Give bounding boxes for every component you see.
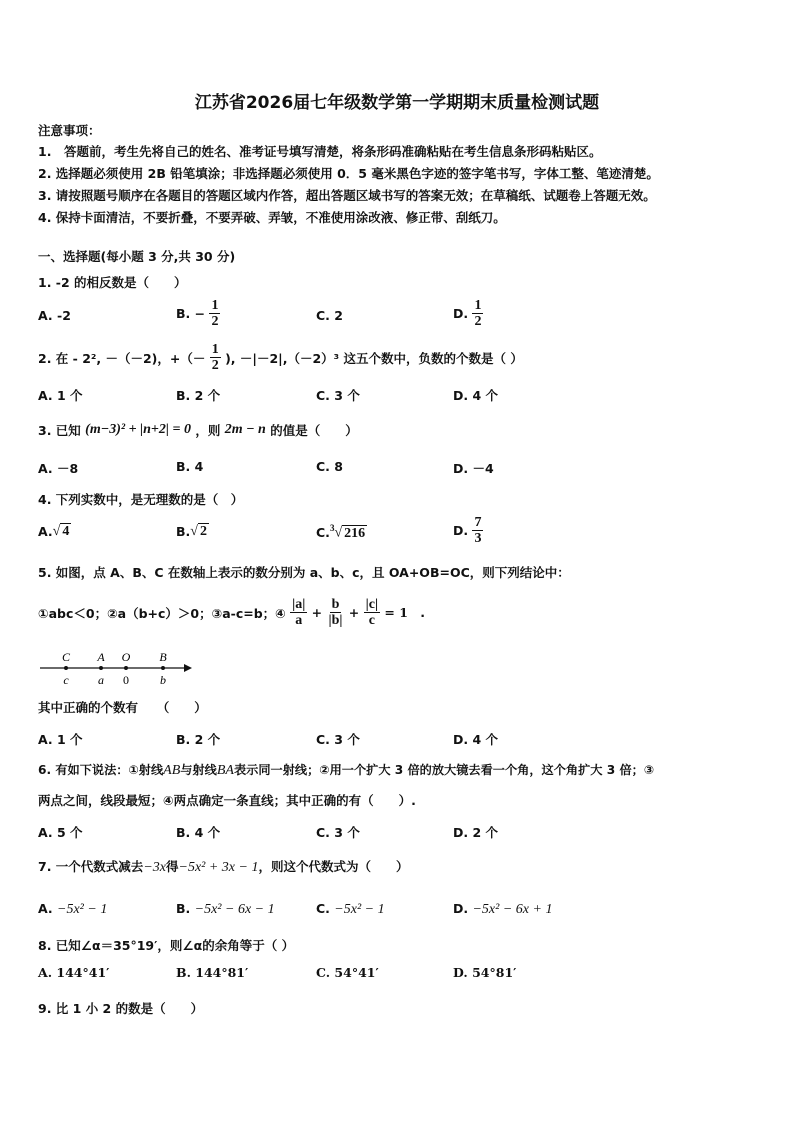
question-7-stem	[38, 857, 408, 876]
q5-fraction-1-denominator: a	[295, 613, 303, 628]
q7-option-b	[176, 901, 275, 918]
q2-stem-part-b: ), －|－2|,（－2）³ 这五个数中，负数的个数是（ ）	[225, 350, 523, 366]
q6-line-1-part-b: 与射线	[180, 763, 217, 777]
q5-option-c: C. 3 个	[316, 732, 360, 747]
point-o-dot	[124, 666, 128, 670]
q5-period: .	[420, 605, 426, 620]
question-5-stem: 5. 如图，点 A、B、C 在数轴上表示的数分别为 a、b、c，且 OA+OB=OC，则下列结论中：	[38, 565, 570, 580]
q4-option-c-label: C.	[316, 524, 330, 540]
notice-item-2: 2. 选择题必须使用 2B 铅笔填涂；非选择题必须使用 0．5 毫米黑色字迹的签字笔书写，字体工整、笔迹清楚。	[38, 166, 659, 181]
q5-fraction-2-numerator: b	[331, 597, 340, 612]
label-a-upper: A	[97, 650, 105, 664]
q4-a-radicand: 4	[62, 523, 70, 539]
q4-d-denominator: 3	[474, 531, 482, 546]
q4-d-numerator: 7	[474, 515, 482, 530]
q1-option-b	[176, 298, 220, 329]
q6-option-c: C. 3 个	[316, 825, 360, 840]
q7-stem-part-c: ，则这个代数式为（ ）	[258, 859, 409, 874]
q7-option-c-label: C.	[316, 901, 335, 916]
q5-fraction-1-numerator: |a|	[292, 597, 306, 612]
q5-conclusions	[38, 597, 425, 628]
q4-b-radicand: 2	[199, 523, 207, 539]
q7-option-b-label: B.	[176, 901, 195, 916]
q7-option-a	[38, 901, 107, 918]
q7-option-c-expression: −5x² − 1	[334, 902, 385, 917]
q7-option-a-expression: −5x² − 1	[57, 902, 108, 917]
q5-fraction-3-numerator: |c|	[365, 597, 379, 612]
q7-option-a-label: A.	[38, 901, 58, 916]
q1-b-numerator: 1	[211, 298, 219, 313]
q4-option-b: B.√ 2	[176, 523, 207, 539]
q2-numerator: 1	[211, 342, 219, 357]
point-c-dot	[64, 666, 68, 670]
q5-option-b: B. 2 个	[176, 732, 221, 747]
q2-option-b: B. 2 个	[176, 388, 221, 403]
q3-option-c: C. 8	[316, 459, 343, 474]
q5-conclusions-text: ①abc＜0；②a（b+c）＞0；③a-c=b；④	[38, 605, 286, 621]
q4-option-d	[453, 515, 483, 546]
q6-line-1-part-c: 表示同一射线；②用一个扩大 3 倍的放大镜去看一个角，这个角扩大 3 倍；③	[233, 763, 655, 777]
notice-item-3: 3. 请按照题号顺序在各题目的答题区域内作答，超出答题区域书写的答案无效；在草稿纸、试题卷上答题无效。	[38, 188, 656, 203]
q5-equals-one: = 1	[384, 605, 408, 620]
q7-option-c	[316, 901, 385, 918]
q7-subtracted-term: −3x	[143, 860, 166, 875]
q6-ray-ab: AB	[163, 763, 181, 778]
q1-d-numerator: 1	[474, 298, 482, 313]
question-4-stem: 4. 下列实数中，是无理数的是（ ）	[38, 492, 244, 507]
q4-c-radicand: 216	[344, 525, 366, 541]
label-b-upper: B	[159, 650, 167, 664]
label-o-upper: O	[121, 650, 131, 664]
section-heading: 一、选择题(每小题 3 分,共 30 分)	[38, 249, 236, 264]
q5-option-a: A. 1 个	[38, 732, 83, 747]
notice-item-4: 4. 保持卡面清洁，不要折叠，不要弄破、弄皱，不准使用涂改液、修正带、刮纸刀。	[38, 210, 506, 225]
q8-stem-part-b: 的余角等于（ ）	[202, 938, 295, 953]
q3-expression: 2m − n	[224, 422, 266, 437]
point-b-dot	[161, 666, 165, 670]
question-2-stem	[38, 342, 523, 373]
q7-option-d-label: D.	[453, 901, 473, 916]
q5-plus-1: +	[311, 605, 323, 620]
q8-option-a: A. 144°41′	[38, 965, 110, 980]
q3-stem-part-a: 3. 已知	[38, 423, 81, 438]
q5-fraction-2-denominator: |b|	[328, 613, 343, 628]
q3-option-a: A. －8	[38, 461, 79, 476]
q2-stem-part-a: 2. 在 - 2², －（－2)，+（－	[38, 350, 206, 366]
notice-item-1: 1. 答题前，考生先将自己的姓名、准考证号填写清楚，将条形码准确粘贴在考生信息条形码粘贴区。	[38, 144, 602, 159]
q5-plus-2: +	[348, 605, 360, 620]
q5-followup: 其中正确的个数有 （ ）	[38, 700, 207, 715]
notice-heading: 注意事项：	[38, 123, 101, 138]
q8-option-d: D. 54°81′	[453, 965, 517, 980]
question-6-line-1	[38, 761, 654, 779]
q8-option-b: B. 144°81′	[176, 965, 249, 980]
q6-line-1-part-a: 6. 有如下说法：①射线	[38, 763, 164, 777]
label-zero: 0	[123, 673, 129, 687]
q5-option-d: D. 4 个	[453, 732, 499, 747]
number-line-arrow	[184, 664, 192, 672]
q2-option-c: C. 3 个	[316, 388, 360, 403]
q4-option-d-label: D.	[453, 523, 469, 538]
q4-option-a-label: A.	[38, 524, 53, 539]
q5-fraction-3-denominator: c	[368, 613, 375, 628]
q3-option-b: B. 4	[176, 459, 204, 474]
q7-option-b-expression: −5x² − 6x − 1	[194, 902, 275, 917]
q7-stem-part-b: 得	[165, 859, 179, 874]
question-3-stem	[38, 421, 358, 439]
q4-option-b-label: B.	[176, 524, 191, 539]
q1-option-c: C. 2	[316, 308, 343, 323]
q4-option-a: A.√ 4	[38, 523, 70, 539]
q6-option-b: B. 4 个	[176, 825, 221, 840]
q2-option-a: A. 1 个	[38, 388, 83, 403]
point-a-dot	[99, 666, 103, 670]
q1-option-b-sign: −	[194, 306, 206, 321]
label-c-upper: C	[61, 650, 71, 664]
q2-denominator: 2	[211, 358, 219, 373]
label-b-lower: b	[160, 673, 166, 687]
q8-option-c: C. 54°41′	[316, 965, 379, 980]
q6-option-d: D. 2 个	[453, 825, 499, 840]
number-line-figure	[36, 648, 196, 690]
q7-result-expression: −5x² + 3x − 1	[178, 860, 259, 875]
q7-option-d	[453, 901, 552, 918]
q3-stem-part-b: ，则	[195, 423, 221, 438]
q7-option-d-expression: −5x² − 6x + 1	[472, 902, 553, 917]
q2-option-d: D. 4 个	[453, 388, 499, 403]
label-a-lower: a	[98, 673, 104, 687]
question-8-stem	[38, 936, 294, 954]
q8-stem-part-a: 8. 已知∠α＝35°19′，则∠α	[38, 938, 203, 953]
q7-stem-part-a: 7. 一个代数式减去	[38, 859, 144, 874]
q1-d-denominator: 2	[474, 314, 482, 329]
question-1-stem: 1. -2 的相反数是（ ）	[38, 275, 187, 290]
q3-option-d: D. －4	[453, 461, 494, 476]
q4-option-c: C.$^3$√ 216	[316, 523, 366, 541]
q3-stem-part-c: 的值是（ ）	[270, 423, 358, 438]
q6-ray-ba: BA	[216, 763, 234, 778]
q3-equation: (m−3)² + |n+2| = 0	[85, 422, 191, 437]
q6-option-a: A. 5 个	[38, 825, 83, 840]
page-title: 江苏省2026届七年级数学第一学期期末质量检测试题	[194, 93, 600, 113]
question-9-stem: 9. 比 1 小 2 的数是（ ）	[38, 1001, 204, 1016]
q1-option-b-label: B.	[176, 306, 191, 321]
q1-option-a: A. -2	[38, 308, 71, 323]
question-6-line-2: 两点之间，线段最短；④两点确定一条直线；其中正确的有（ ）.	[38, 793, 416, 808]
label-c-lower: c	[63, 673, 69, 687]
q1-option-d-label: D.	[453, 306, 469, 321]
q1-option-d	[453, 298, 483, 329]
q4-c-root-index: 3	[329, 523, 335, 533]
q1-b-denominator: 2	[211, 314, 219, 329]
